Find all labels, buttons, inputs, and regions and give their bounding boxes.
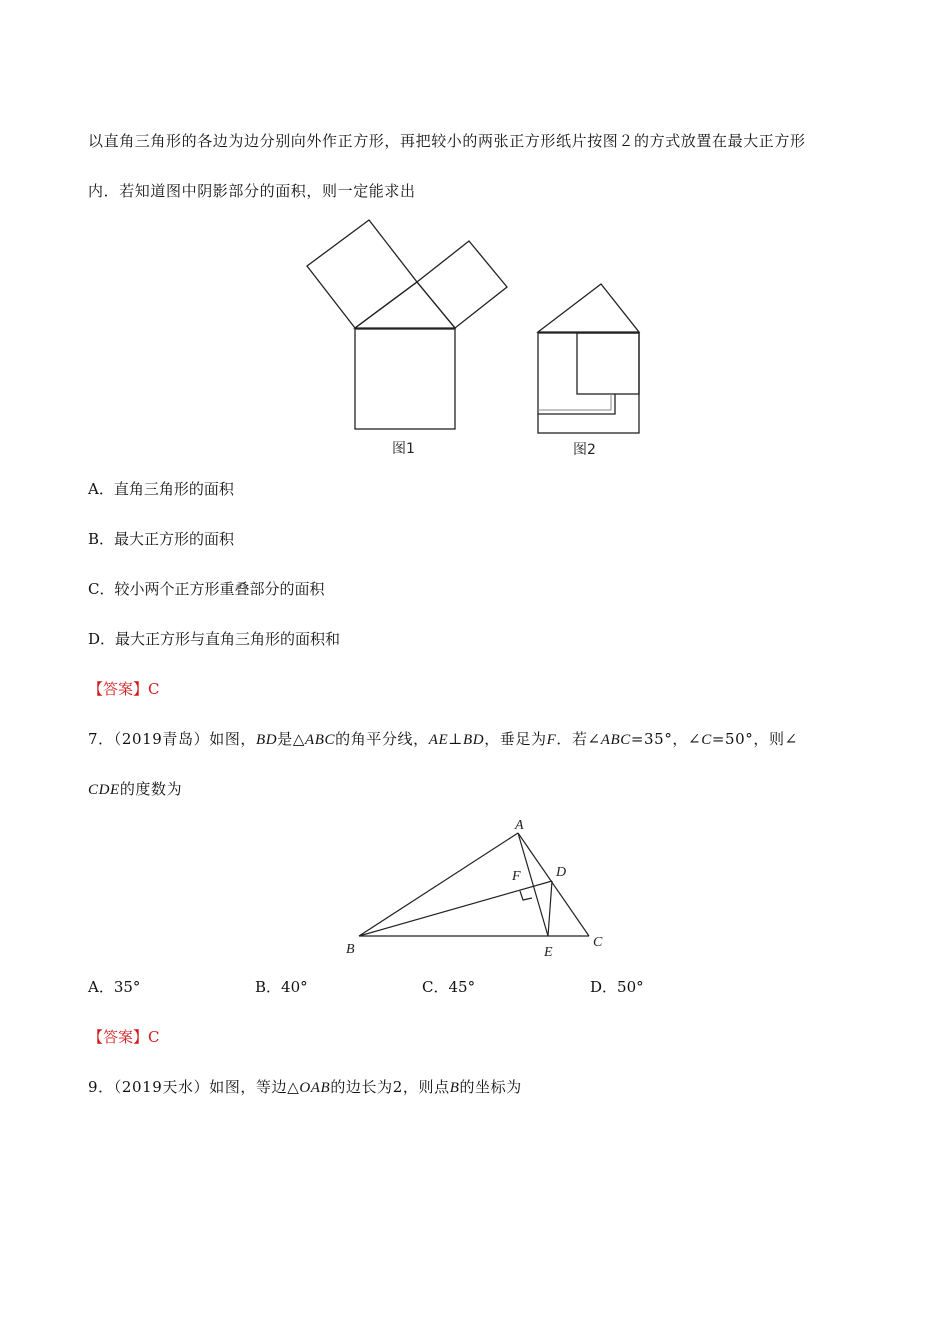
right-angle-mark [520,891,532,900]
q9-math: OAB [299,1080,331,1096]
q6-answer-tag: 【答案】 [88,680,149,698]
label-e: E [544,945,553,960]
figure-2 [535,280,645,462]
q6-answer-value: C [148,680,160,698]
q7-stem-line1 [88,729,798,750]
segment-ae [518,833,548,936]
q6-option-c: C．较小两个正方形重叠部分的面积 [88,580,325,598]
q7-answer [88,1027,160,1047]
q9-text: 的坐标为 [459,1078,522,1096]
label-c: C [593,935,603,950]
q7-figure [340,812,620,962]
q7-option-d: D．50° [590,978,644,996]
label-f: F [512,869,521,884]
q9-text: 的边长为2，则点 [330,1078,450,1096]
figure-1 [300,215,520,460]
q6-option-d: D．最大正方形与直角三角形的面积和 [88,630,341,648]
segment-ac [518,833,589,936]
q7-math: BD [256,732,278,748]
q7-math: C [701,732,712,748]
q7-math: BD [462,732,485,748]
fig2-mid-square-edge-inner [538,394,611,410]
segment-bd [359,881,552,936]
q7-math: CDE [88,782,120,798]
q6-answer [88,679,160,699]
fig1-square-left [307,220,417,328]
fig1-square-bottom [355,329,455,429]
q6-option-a: A．直角三角形的面积 [88,480,234,498]
q7-text: ．若∠ [556,730,601,748]
fig2-triangle [538,284,639,332]
q7-math: AE [428,732,449,748]
q7-text: =35°，∠ [630,730,702,748]
label-a: A [515,818,524,833]
q7-text: 的度数为 [119,780,183,798]
label-b: B [346,942,355,957]
q7-option-a: A．35° [88,978,141,996]
q9-stem [88,1077,522,1098]
q6-stem-line2: 内．若知道图中阴影部分的面积，则一定能求出 [88,182,416,200]
q7-text: ，垂足为 [484,730,547,748]
fig2-small-square [577,333,639,394]
fig2-caption: 图2 [573,442,596,458]
q6-option-b: B．最大正方形的面积 [88,530,235,548]
q6-stem-line1: 以直角三角形的各边为边分别向外作正方形，再把较小的两张正方形纸片按图２的方式放置在最大正方形 [88,132,806,150]
q7-answer-value: C [148,1028,160,1046]
q7-text: 的角平分线， [335,730,429,748]
q7-text: 7．（2019青岛）如图， [88,730,257,748]
q7-stem-line2 [88,779,182,800]
q7-text: ⊥ [448,730,463,748]
fig1-caption: 图1 [392,441,415,457]
segment-de [548,881,552,936]
q7-option-b: B．40° [255,978,308,996]
q7-answer-tag: 【答案】 [88,1028,149,1046]
q7-math: ABC [304,732,336,748]
label-d: D [556,865,567,880]
fig2-big-square [538,333,639,433]
segment-ba [359,833,518,936]
q7-text: =50°，则∠ [711,730,798,748]
q7-math: ABC [600,732,631,748]
fig1-triangle [355,282,455,328]
q7-option-c: C．45° [422,978,476,996]
q9-math: B [449,1080,460,1096]
q7-math: F [546,732,557,748]
q7-text: 是△ [277,730,305,748]
fig1-square-right [417,241,507,328]
q9-text: 9．（2019天水）如图，等边△ [88,1078,300,1096]
fig2-mid-square-edge [538,394,615,414]
